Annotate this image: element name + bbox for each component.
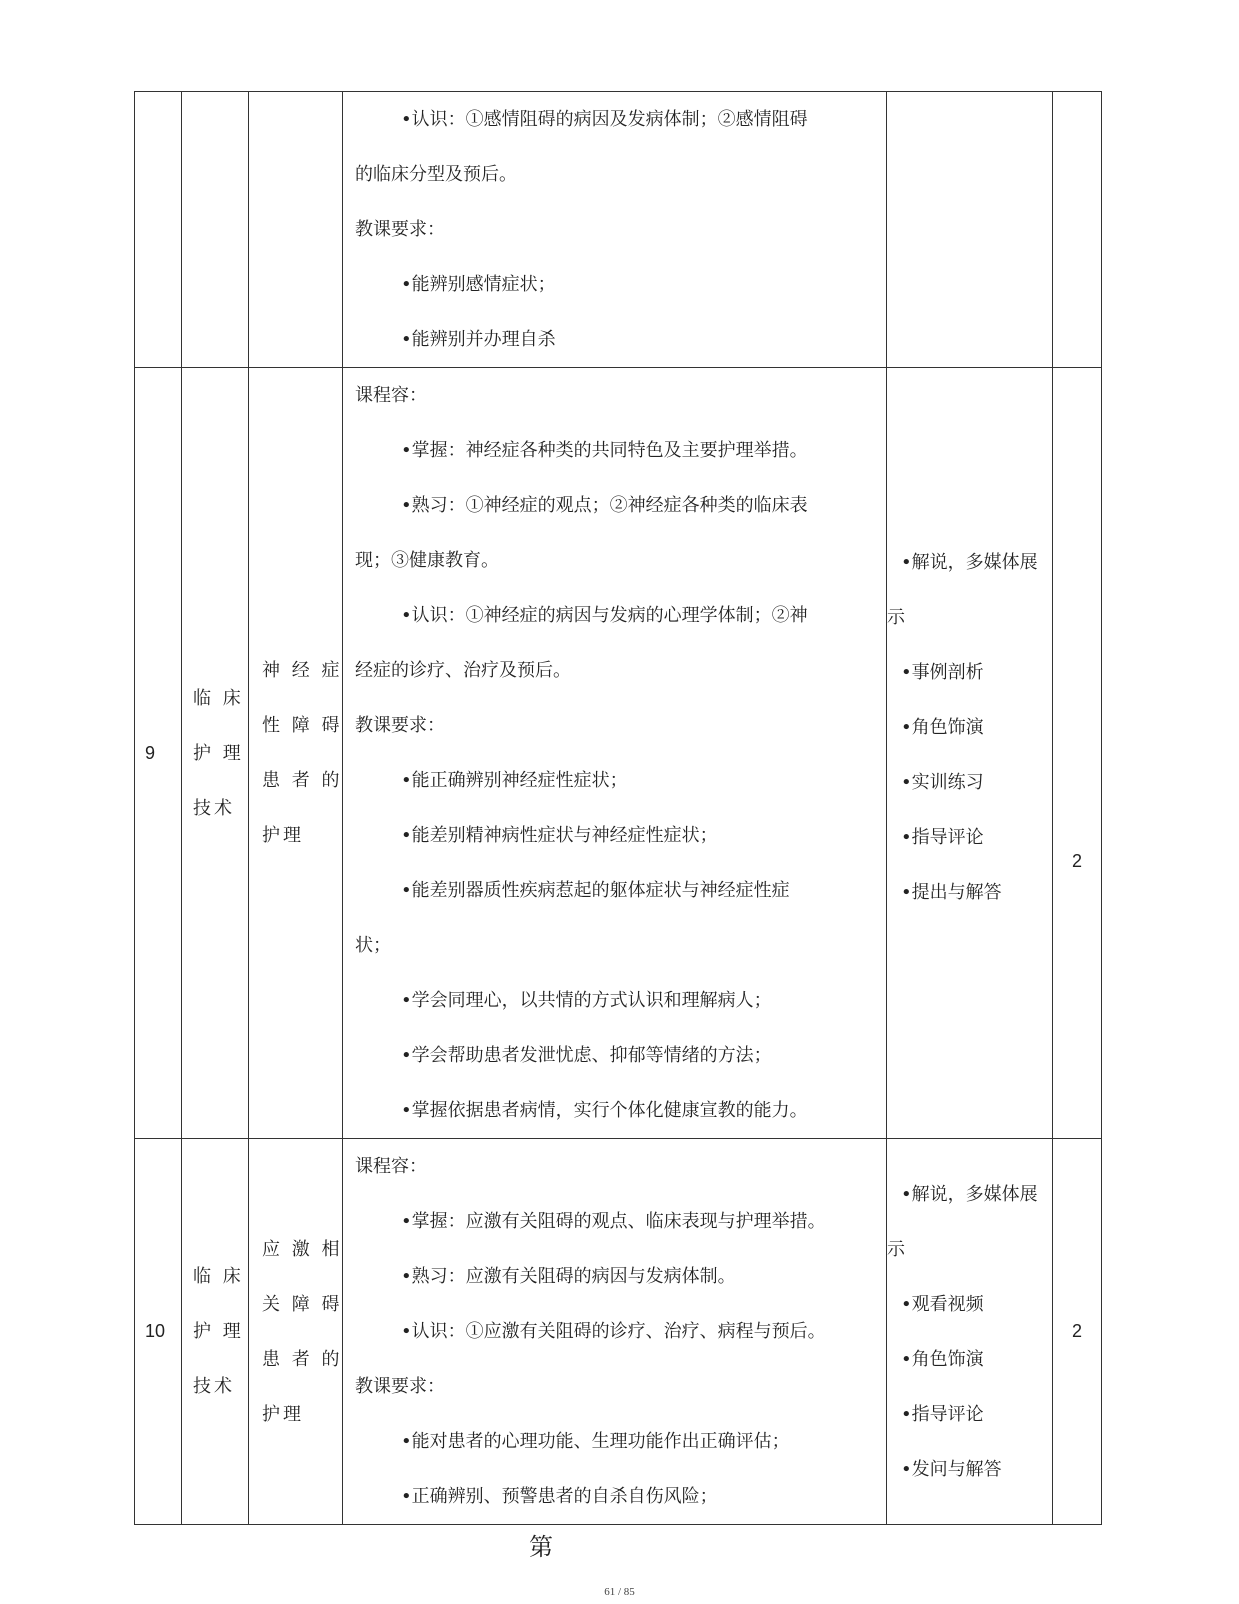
content-line: •熟习：应激有关阻碍的病因与发病体制。 (401, 1266, 736, 1287)
content-line: 教课要求： (355, 219, 445, 240)
content-line: 的临床分型及预后。 (355, 164, 517, 185)
continuation-mark: 第 (529, 1533, 553, 1561)
method-line: •指导评论 (901, 827, 984, 848)
row-number-cell (135, 92, 182, 368)
content-line: 现；③健康教育。 (355, 550, 499, 571)
page-number: 61 / 85 (604, 1586, 635, 1598)
content-line: 课程容： (355, 385, 427, 406)
content-line: •认识：①应激有关阻碍的诊疗、治疗、病程与预后。 (401, 1321, 826, 1342)
method-line: •角色饰演 (901, 717, 984, 738)
content-line: 教课要求： (355, 715, 445, 736)
content-line: •能对患者的心理功能、生理功能作出正确评估； (401, 1431, 790, 1452)
topic-line: 患 者 的 (262, 1348, 343, 1370)
method-line: •指导评论 (901, 1403, 984, 1425)
method-line: •解说，多媒体展 (901, 552, 1038, 573)
subject-line: 技术 (193, 797, 235, 819)
topic-line: 护理 (262, 825, 304, 846)
content-line: 教课要求： (355, 1376, 445, 1397)
topic-line: 应 激 相 (262, 1238, 343, 1260)
content-cell (343, 1139, 887, 1525)
method-line: •事例剖析 (901, 662, 984, 683)
content-line: •掌握：神经症各种类的共同特色及主要护理举措。 (401, 440, 808, 461)
subject-line: 临 床 (193, 1266, 244, 1287)
topic-line: 关 障 碍 (262, 1293, 343, 1315)
row-number-cell: 9 (135, 368, 182, 1139)
method-line: •提出与解答 (901, 882, 1002, 903)
topic-cell (249, 1139, 343, 1525)
method-line: 示 (887, 607, 905, 628)
topic-line: 性 障 碍 (262, 715, 343, 736)
content-line: 状； (355, 935, 391, 956)
content-line: 经症的诊疗、治疗及预后。 (355, 660, 571, 681)
content-line: •掌握依据患者病情，实行个体化健康宣教的能力。 (401, 1100, 808, 1121)
content-line: •认识：①神经症的病因与发病的心理学体制；②神 (401, 605, 808, 626)
methods-cell (887, 368, 1053, 1139)
content-line: •熟习：①神经症的观点；②神经症各种类的临床表 (401, 495, 808, 516)
subject-cell (182, 368, 249, 1139)
subject-line: 临 床 (193, 687, 244, 709)
content-line: •能正确辨别神经症性症状； (401, 770, 628, 791)
content-line: •掌握：应激有关阻碍的观点、临床表现与护理举措。 (401, 1211, 826, 1232)
subject-line: 护 理 (193, 742, 244, 764)
subject-line: 技术 (193, 1376, 235, 1397)
content-line: •学会帮助患者发泄忧虑、抑郁等情绪的方法； (401, 1045, 772, 1066)
topic-line: 护理 (262, 1403, 304, 1425)
method-line: •角色饰演 (901, 1348, 984, 1370)
content-cell (343, 368, 887, 1139)
method-line: 示 (887, 1238, 905, 1260)
subject-cell (182, 1139, 249, 1525)
content-line: •学会同理心，以共情的方式认识和理解病人； (401, 990, 772, 1011)
row-number-cell: 10 (135, 1139, 182, 1525)
table-row (135, 1139, 1102, 1525)
content-line: •能差别精神病性症状与神经症性症状； (401, 825, 718, 846)
content-line: •能辨别感情症状； (401, 274, 556, 295)
content-line: •正确辨别、预警患者的自杀自伤风险； (401, 1486, 718, 1507)
table-row (135, 368, 1102, 1139)
subject-cell (182, 92, 249, 368)
subject-line: 护 理 (193, 1321, 244, 1342)
content-line: •能辨别并办理自杀 (401, 329, 556, 350)
method-line: •解说，多媒体展 (901, 1183, 1038, 1205)
hours-cell (1053, 92, 1102, 368)
content-cell (343, 92, 887, 368)
methods-cell (887, 1139, 1053, 1525)
content-line: •能差别器质性疾病惹起的躯体症状与神经症性症 (401, 880, 790, 901)
table-row (135, 92, 1102, 368)
method-line: •发问与解答 (901, 1458, 1002, 1480)
hours-cell: 2 (1053, 368, 1102, 1139)
content-line: 课程容： (355, 1156, 427, 1177)
topic-line: 患 者 的 (262, 770, 343, 791)
hours-cell: 2 (1053, 1139, 1102, 1525)
topic-line: 神 经 症 (262, 660, 343, 681)
curriculum-table (134, 91, 1102, 1525)
content-line: •认识：①感情阻碍的病因及发病体制；②感情阻碍 (401, 109, 808, 130)
topic-cell (249, 368, 343, 1139)
methods-cell (887, 92, 1053, 368)
method-line: •实训练习 (901, 772, 984, 793)
method-line: •观看视频 (901, 1293, 984, 1315)
topic-cell (249, 92, 343, 368)
